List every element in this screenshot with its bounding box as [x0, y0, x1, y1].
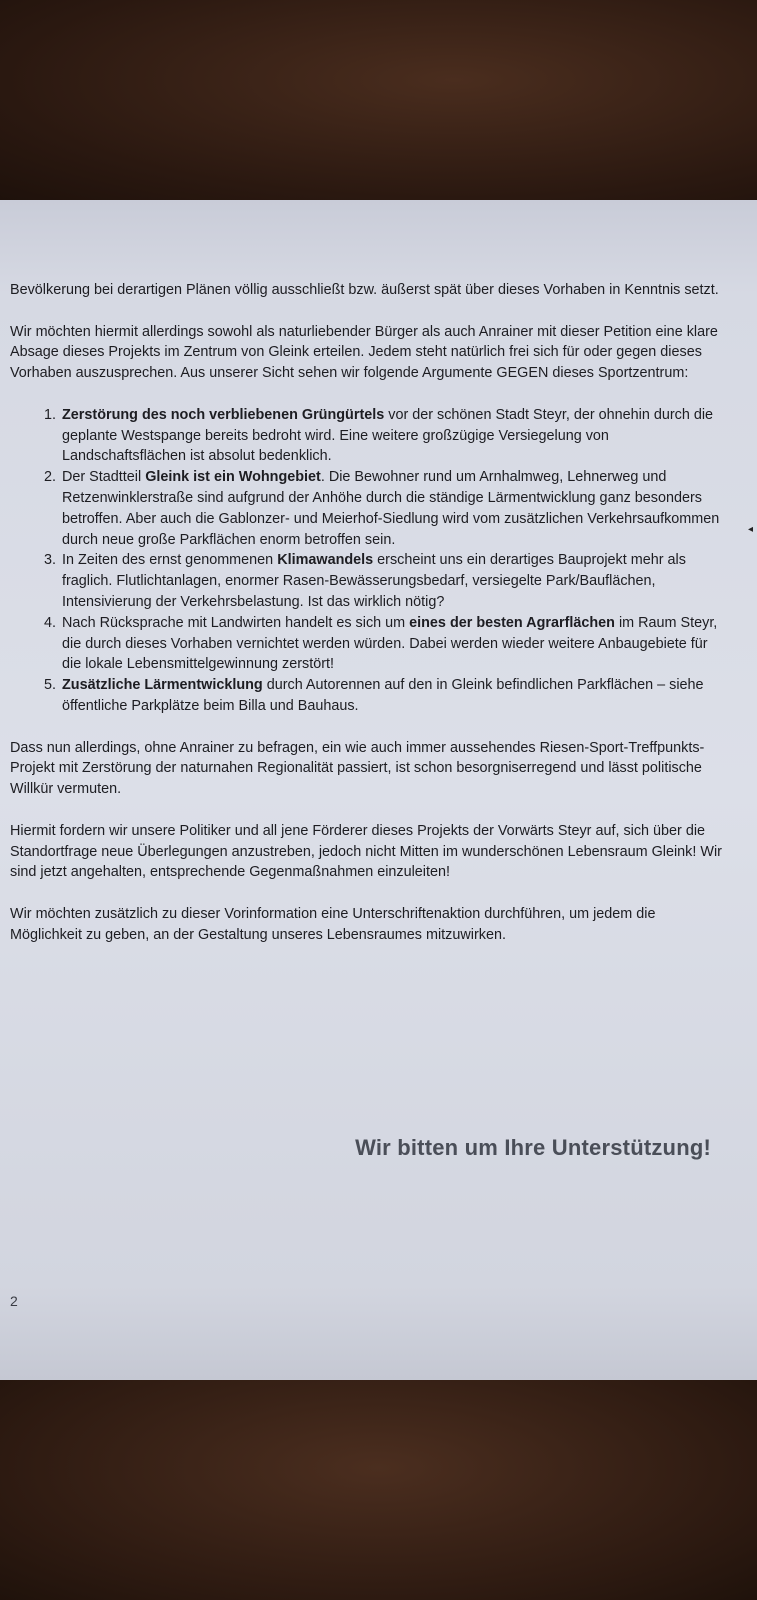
argument-text: In Zeiten des ernst genommenen: [62, 552, 278, 569]
page-number: 2: [10, 1293, 18, 1309]
argument-highlight: Zerstörung des noch verbliebenen Grüngürtels: [62, 406, 385, 423]
table-surface-bottom: [0, 1380, 757, 1600]
concern-paragraph: Dass nun allerdings, ohne Anrainer zu befragen, ein wie auch immer aussehendes Riesen-Sport-Treffpunkts-Projekt mit Zerstörung der naturnahen Regionalität passiert, ist schon besorgniserregend und lässt politische Willkür vermuten.: [10, 739, 705, 798]
argument-highlight: eines der besten Agrarflächen: [409, 614, 615, 631]
document-body: [10, 280, 730, 966]
argument-text: im Raum Steyr, die durch dieses Vorhaben vernichtet werden würden. Dabei werden wieder weitere Anbaugebiete für die lokale Lebensmittelgewinnung zerstört!: [62, 614, 718, 673]
intro-paragraph: Bevölkerung bei derartigen Plänen völlig ausschließt bzw. äußerst spät über dieses Vorhaben in Kenntnis setzt.: [10, 282, 719, 298]
paper-mark: ◂: [748, 524, 754, 535]
document-page: [0, 200, 757, 1380]
argument-item: [60, 550, 730, 612]
argument-item: [60, 675, 730, 717]
argument-text: . Die Bewohner rund um Arnhalmweg, Lehnerweg und Retzenwinklerstraße sind aufgrund der Anhöhe durch die ständige Lärmentwicklung ganz besonders betroffen. Aber auch die Gablonzer- und Meierhof-Siedlung wird vom zusätzlichen Verkehrsaufkommen durch neue große Parkflächen enorm betroffen sein.: [62, 469, 720, 548]
argument-item: [60, 467, 730, 550]
signature-campaign-paragraph: Wir möchten zusätzlich zu dieser Vorinformation eine Unterschriftenaktion durchführen, um jedem die Möglichkeit zu geben, an der Gestaltung unseres Lebensraumes mitzuwirken.: [10, 905, 656, 943]
table-surface-top: [0, 0, 757, 200]
argument-item: [60, 613, 730, 675]
argument-text: Der Stadtteil: [62, 469, 146, 486]
argument-item: [60, 405, 730, 467]
argument-text: erscheint uns ein derartiges Bauprojekt mehr als fraglich. Flutlichtanlagen, enormer Rasen-Bewässerungsbedarf, versiegelte Park/Bauflächen, Intensivierung der Verkehrsbelastung. Ist das wirklich nötig?: [62, 552, 686, 610]
argument-text: durch Autorennen auf den in Gleink befindlichen Parkflächen – siehe öffentliche Parkplätze beim Billa und Bauhaus.: [62, 677, 704, 714]
demand-paragraph: Hiermit fordern wir unsere Politiker und all jene Förderer dieses Projekts der Vorwärts Steyr auf, sich über die Standortfrage neue Überlegungen anzustreben, jedoch nicht Mitten im wunderschönen Lebensraum Gleink! Wir sind jetzt angehalten, entsprechende Gegenmaßnahmen einzuleiten!: [10, 822, 722, 881]
argument-text: Nach Rücksprache mit Landwirten handelt es sich um: [62, 614, 410, 631]
argument-highlight: Klimawandels: [277, 552, 374, 569]
argument-text: vor der schönen Stadt Steyr, der ohnehin durch die geplante Westspange bereits bedroht wird. Eine weitere großzügige Versiegelung von Landschaftsflächen ist absolut bedenklich.: [62, 406, 714, 465]
closing-appeal: Wir bitten um Ihre Unterstützung!: [355, 1135, 711, 1160]
argument-list: [10, 405, 730, 717]
petition-paragraph: Wir möchten hiermit allerdings sowohl als naturliebender Bürger als auch Anrainer mit dieser Petition eine klare Absage dieses Projekts im Zentrum von Gleink erteilen. Jedem steht natürlich frei sich für oder gegen dieses Vorhaben auszusprechen. Aus unserer Sicht sehen wir folgende Argumente GEGEN dieses Sportzentrum:: [10, 323, 718, 382]
argument-highlight: Gleink ist ein Wohngebiet: [145, 469, 321, 486]
argument-highlight: Zusätzliche Lärmentwicklung: [62, 677, 263, 694]
